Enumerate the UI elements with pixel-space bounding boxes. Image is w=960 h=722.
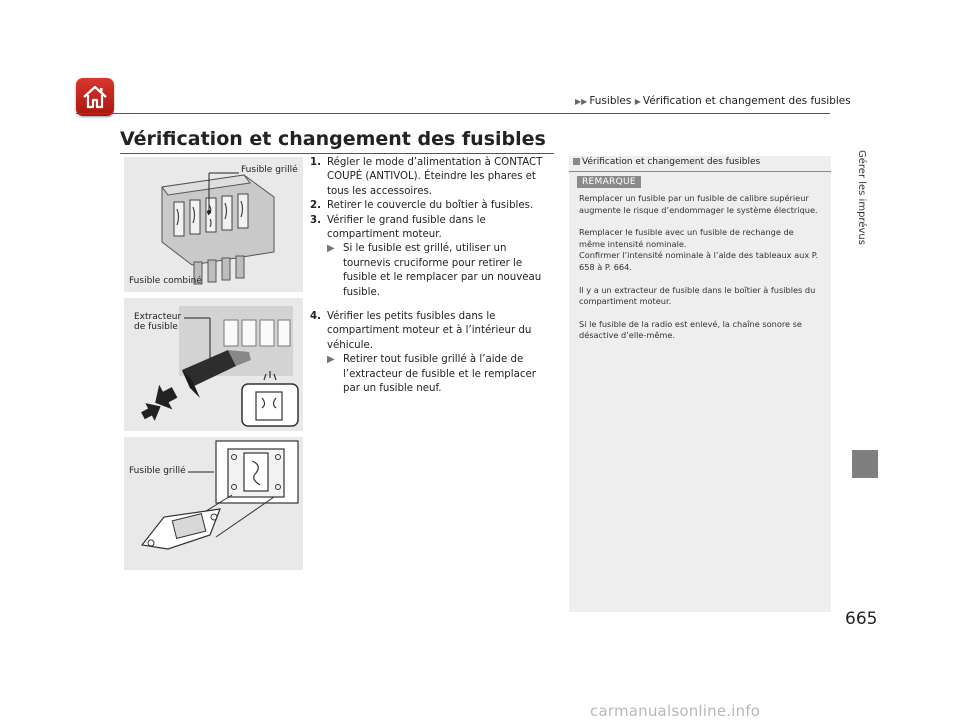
step-text: Vérifier le grand fusible dans le compartiment moteur. bbox=[327, 214, 486, 241]
step-number: 1. bbox=[310, 157, 321, 168]
section-tab-marker bbox=[852, 450, 878, 478]
note-paragraph: Confirmer l’intensité nominale à l’aide des tableaux aux P. 658 à P. 664. bbox=[579, 250, 819, 272]
figure-combined-fuse bbox=[124, 157, 303, 292]
step-2 bbox=[310, 199, 556, 213]
note-paragraph: Remplacer un fusible par un fusible de calibre supérieur augmente le risque d’endommager le système électrique. bbox=[579, 193, 818, 215]
step-4-substep bbox=[310, 353, 556, 396]
section-tab-label[interactable]: Gérer les imprévus bbox=[856, 150, 867, 245]
substep-text: Si le fusible est grillé, utiliser un tournevis cruciforme pour retirer le fusible et le remplacer par un nouveau fusible. bbox=[343, 243, 542, 298]
fuse-puller-label-line2: de fusible bbox=[134, 322, 178, 332]
note-paragraph: Il y a un extracteur de fusible dans le boîtier à fusibles du compartiment moteur. bbox=[579, 284, 816, 307]
figure-blown-large-fuse bbox=[124, 437, 303, 570]
step-1 bbox=[310, 156, 556, 199]
notes-body bbox=[579, 193, 819, 353]
fuse-puller-label bbox=[134, 312, 181, 332]
breadcrumb-arrow-icon: ▶▶ bbox=[575, 97, 588, 106]
step-text: Retirer le couvercle du boîtier à fusibles. bbox=[327, 200, 534, 212]
arrow-right-icon: ▶ bbox=[327, 354, 335, 366]
step-number: 4. bbox=[310, 311, 321, 323]
step-3 bbox=[310, 214, 556, 243]
notes-heading-text: Vérification et changement des fusibles bbox=[582, 157, 761, 167]
page-title: Vérification et changement des fusibles bbox=[120, 128, 546, 150]
note-paragraph: Remplacer le fusible avec un fusible de rechange de même intensité nominale. bbox=[579, 227, 794, 249]
home-button[interactable] bbox=[76, 78, 114, 116]
remarque-badge: REMARQUE bbox=[577, 176, 641, 188]
notes-rule bbox=[569, 171, 831, 172]
combined-fuse-label: Fusible combiné bbox=[129, 276, 202, 286]
combined-fuse-illustration bbox=[124, 157, 303, 292]
home-icon bbox=[81, 83, 109, 111]
page-number: 665 bbox=[845, 609, 878, 629]
blown-fuse-label: Fusible grillé bbox=[241, 165, 298, 175]
step-number: 3. bbox=[310, 214, 321, 226]
breadcrumb-current: Vérification et changement des fusibles bbox=[642, 95, 851, 107]
step-number: 2. bbox=[310, 200, 321, 212]
title-rule bbox=[120, 153, 554, 154]
watermark: carmanualsonline.info bbox=[590, 702, 761, 720]
blown-fuse-label-2: Fusible grillé bbox=[129, 466, 186, 476]
notes-heading bbox=[573, 157, 760, 167]
arrow-right-icon: ▶ bbox=[327, 243, 335, 255]
figure-fuse-puller bbox=[124, 298, 303, 431]
header-rule bbox=[76, 113, 830, 114]
step-text: Vérifier les petits fusibles dans le compartiment moteur et à l’intérieur du véhicule. bbox=[327, 311, 532, 351]
breadcrumb bbox=[575, 95, 851, 107]
fuse-puller-label-line1: Extracteur bbox=[134, 312, 182, 322]
breadcrumb-link-fusibles[interactable]: Fusibles bbox=[589, 95, 632, 107]
step-3-substep bbox=[310, 242, 556, 300]
procedure-steps bbox=[310, 156, 556, 397]
large-fuse-illustration bbox=[124, 437, 303, 570]
step-4 bbox=[310, 310, 556, 353]
breadcrumb-arrow-icon: ▶ bbox=[634, 97, 641, 106]
substep-text: Retirer tout fusible grillé à l’aide de l’extracteur de fusible et le remplacer par un fusible neuf. bbox=[343, 354, 536, 395]
step-text: Régler le mode d’alimentation à CONTACT COUPÉ (ANTIVOL). Éteindre les phares et tous les accessoires. bbox=[327, 157, 543, 197]
note-paragraph: Si le fusible de la radio est enlevé, la chaîne sonore se désactive d’elle-même. bbox=[579, 318, 802, 341]
reference-icon bbox=[573, 158, 580, 165]
